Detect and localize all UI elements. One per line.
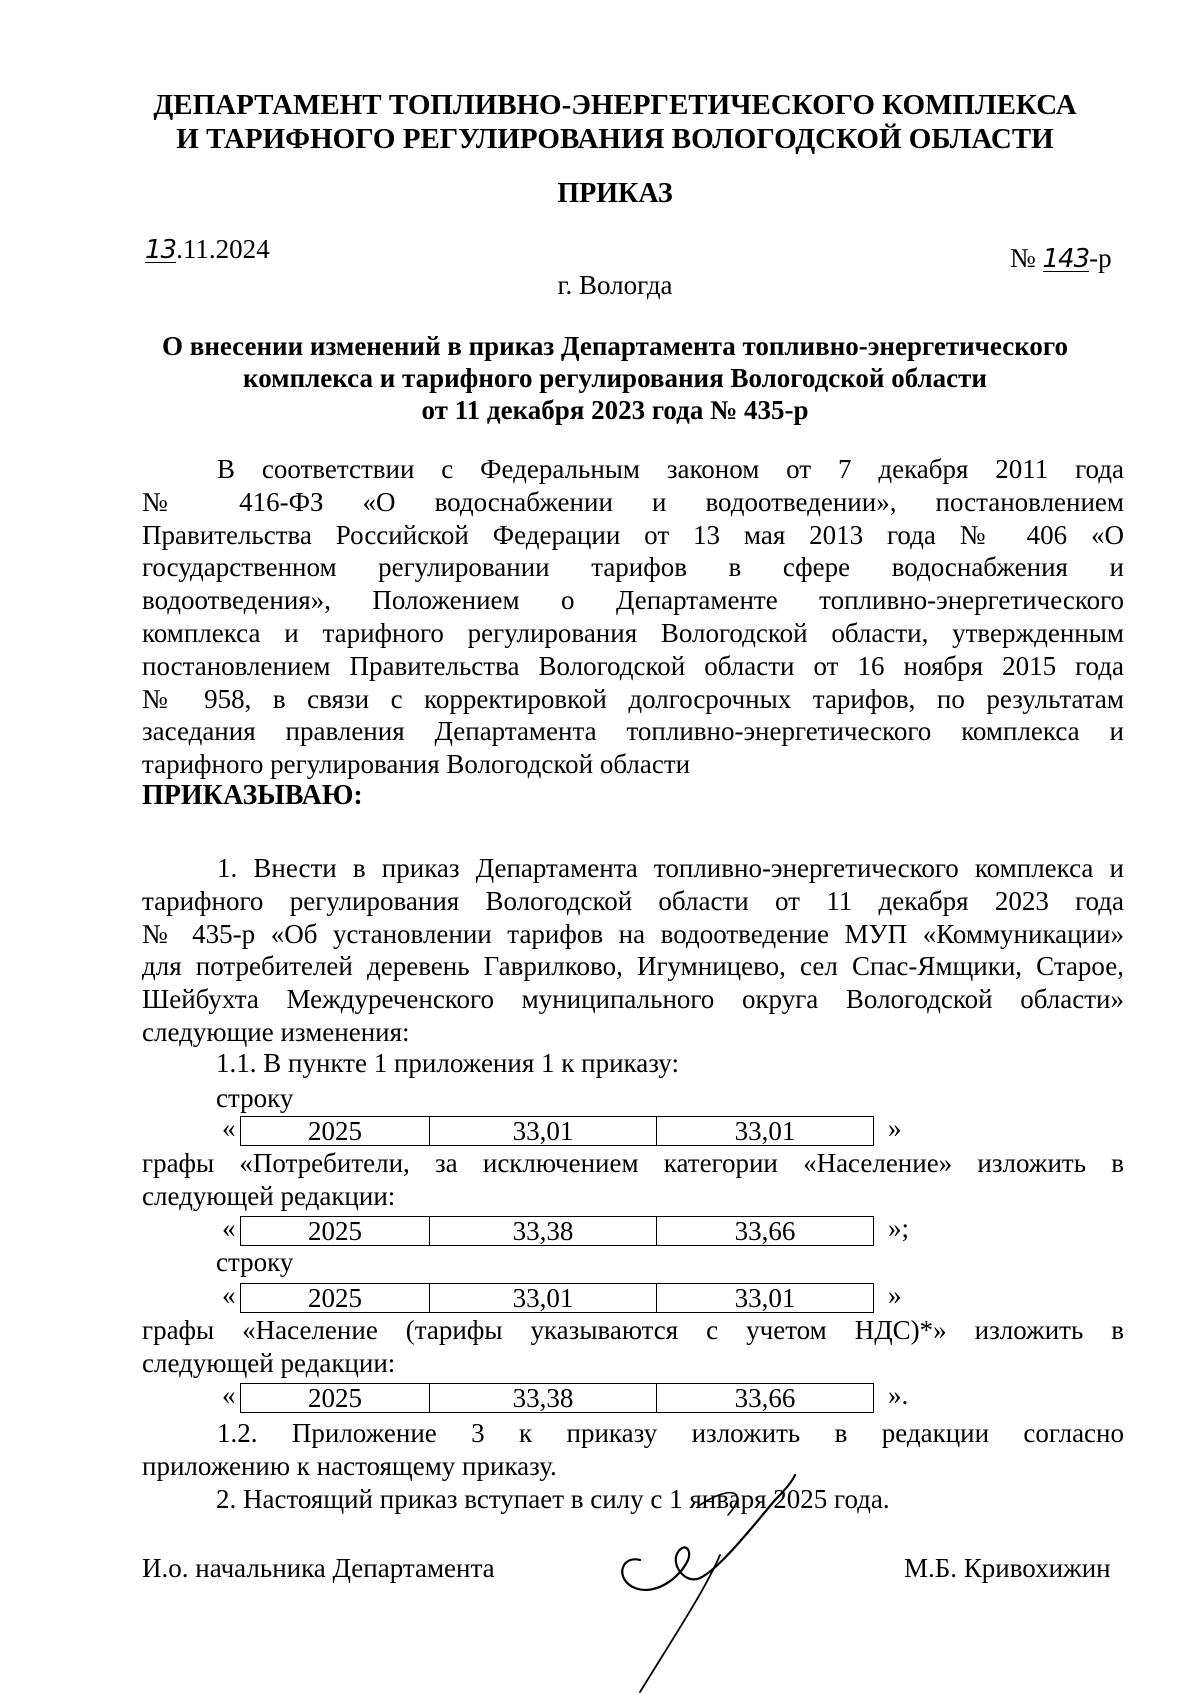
row-word-2: строку bbox=[216, 1247, 294, 1277]
close-quote: » bbox=[888, 1280, 902, 1310]
item2-text: 2. Настоящий приказ вступает в силу с 1 января 2025 года. bbox=[216, 1484, 890, 1514]
graph-b-line: следующей редакции: bbox=[142, 1347, 396, 1378]
close-quote-semicolon: »; bbox=[888, 1213, 910, 1243]
subitem-1-1: 1.1. В пункте 1 приложения 1 к приказу: bbox=[216, 1048, 679, 1078]
table-cell-value-2: 33,01 bbox=[657, 1284, 874, 1313]
subject-line1: О внесении изменений в приказ Департамента топливно-энергетического bbox=[161, 331, 1068, 361]
subitem-1-2-line: 1.2. Приложение 3 к приказу изложить в редакции согласно bbox=[217, 1418, 1124, 1448]
subject-line3: от 11 декабря 2023 года № 435-р bbox=[421, 395, 809, 425]
preamble-line: государственном регулировании тарифов в сфере водоснабжения и bbox=[142, 552, 1124, 583]
signer-name: М.Б. Кривохижин bbox=[904, 1553, 1111, 1583]
date-month-year: .11.2024 bbox=[176, 234, 270, 264]
open-quote: « bbox=[222, 1213, 236, 1243]
preamble-line: В соответствии с Федеральным законом от 7 декабря 2011 года bbox=[217, 454, 1124, 484]
item1-line: 1. Внести в приказ Департамента топливно-энергетического комплекса и bbox=[217, 853, 1124, 883]
department-name-line2: И ТАРИФНОГО РЕГУЛИРОВАНИЯ ВОЛОГОДСКОЙ ОБЛАСТИ bbox=[176, 123, 1054, 155]
number-sign: № bbox=[1010, 243, 1036, 273]
subitem-1-2-line: приложению к настоящему приказу. bbox=[142, 1450, 557, 1481]
open-quote: « bbox=[222, 1280, 236, 1310]
table-cell-value-2: 33,01 bbox=[657, 1117, 874, 1146]
handwritten-signature bbox=[600, 1460, 810, 1695]
tariff-row-table-a bbox=[240, 1116, 874, 1146]
graph-a-paragraph bbox=[142, 1147, 1124, 1213]
preamble-paragraph bbox=[142, 453, 1124, 781]
handwritten-number: 143 bbox=[1042, 244, 1090, 274]
close-quote-period: ». bbox=[888, 1380, 909, 1410]
preamble-line: постановлением Правительства Вологодской области от 16 ноября 2015 года bbox=[142, 650, 1124, 681]
table-cell-value-1: 33,38 bbox=[430, 1384, 657, 1413]
preamble-line: тарифного регулирования Вологодской области bbox=[142, 749, 691, 780]
city-name: г. Вологда bbox=[557, 270, 673, 300]
tariff-row-table-b bbox=[240, 1216, 874, 1246]
preamble-line: Правительства Российской Федерации от 13 мая 2013 года № 406 «О bbox=[142, 519, 1124, 550]
table-cell-value-2: 33,66 bbox=[657, 1384, 874, 1413]
row-word-1: строку bbox=[216, 1083, 294, 1113]
table-cell-year: 2025 bbox=[241, 1384, 430, 1413]
tariff-row-table-d bbox=[240, 1383, 874, 1413]
graph-b-paragraph bbox=[142, 1314, 1124, 1380]
subject-line2: комплекса и тарифного регулирования Вологодской области bbox=[243, 363, 987, 393]
document-type-title: ПРИКАЗ bbox=[557, 178, 673, 209]
item1-line: Шейбухта Междуреченского муниципального округа Вологодской области» bbox=[142, 984, 1124, 1015]
item1-line: для потребителей деревень Гаврилково, Игумницево, сел Спас-Ямщики, Старое, bbox=[142, 951, 1124, 982]
number-suffix: -р bbox=[1089, 243, 1112, 273]
graph-a-line: графы «Потребители, за исключением категории «Население» изложить в bbox=[142, 1148, 1124, 1178]
table-cell-value-1: 33,01 bbox=[430, 1284, 657, 1313]
preamble-line: водоотведения», Положением о Департаменте топливно-энергетического bbox=[142, 585, 1124, 616]
handwritten-date-day: 13 bbox=[145, 235, 177, 265]
department-name-line1: ДЕПАРТАМЕНТ ТОПЛИВНО-ЭНЕРГЕТИЧЕСКОГО КОМПЛЕКСА bbox=[153, 89, 1077, 121]
preamble-line: заседания правления Департамента топливно-энергетического комплекса и bbox=[142, 716, 1124, 747]
document-date bbox=[145, 234, 270, 265]
order-word: ПРИКАЗЫВАЮ: bbox=[142, 780, 363, 811]
item1-paragraph bbox=[142, 852, 1124, 1049]
open-quote: « bbox=[222, 1380, 236, 1410]
table-cell-value-2: 33,66 bbox=[657, 1217, 874, 1246]
tariff-row-table-c bbox=[240, 1283, 874, 1313]
table-cell-year: 2025 bbox=[241, 1217, 430, 1246]
open-quote: « bbox=[222, 1113, 236, 1143]
item1-line: тарифного регулирования Вологодской области от 11 декабря 2023 года bbox=[142, 885, 1124, 916]
item1-line: № 435-р «Об установлении тарифов на водоотведение МУП «Коммуникации» bbox=[142, 918, 1124, 949]
table-cell-year: 2025 bbox=[241, 1117, 430, 1146]
close-quote: » bbox=[888, 1113, 902, 1143]
signer-position: И.о. начальника Департамента bbox=[142, 1553, 495, 1583]
table-cell-value-1: 33,38 bbox=[430, 1217, 657, 1246]
preamble-line: № 958, в связи с корректировкой долгосрочных тарифов, по результатам bbox=[142, 683, 1124, 714]
item1-line: следующие изменения: bbox=[142, 1016, 410, 1047]
graph-b-line: графы «Население (тарифы указываются с учетом НДС)*» изложить в bbox=[142, 1315, 1124, 1345]
table-cell-value-1: 33,01 bbox=[430, 1117, 657, 1146]
graph-a-line: следующей редакции: bbox=[142, 1180, 396, 1211]
preamble-line: комплекса и тарифного регулирования Вологодской области, утвержденным bbox=[142, 617, 1124, 648]
preamble-line: № 416-ФЗ «О водоснабжении и водоотведении», постановлением bbox=[142, 486, 1124, 517]
table-cell-year: 2025 bbox=[241, 1284, 430, 1313]
